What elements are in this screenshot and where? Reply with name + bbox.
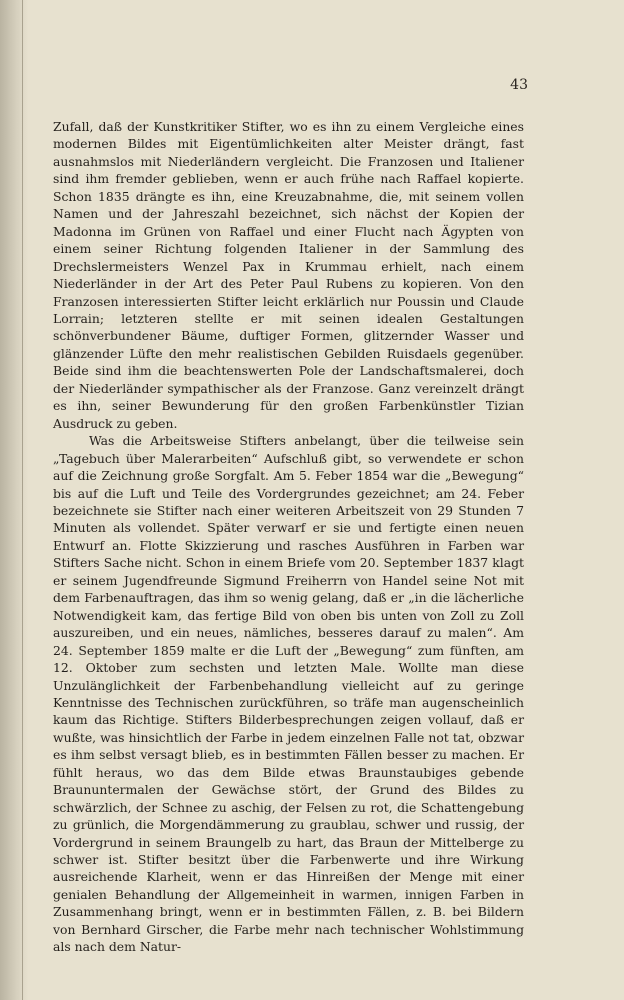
paragraph-1: Zufall, daß der Kunstkritiker Stifter, wo es ihn zu einem Vergleiche eines modernen Bildes mit Eigentümlichkeiten alter Meister drängt, fast ausnahmslos mit Niederländern vergleicht. Die Franzosen und Italiener sind ihm fremder geblieben, wenn er auch frühe nach Raffael kopierte. Schon 1835 drängte es ihn, eine Kreuzabnahme, die, mit seinem vollen Namen und der Jahreszahl bezeichnet, sich nächst der Kopien der Madonna im Grünen von Raffael und einer Flucht nach Ägypten von einem seiner Richtung folgenden Italiener in der Sammlung des Drechslermeisters Wenzel Pax in Krummau erhielt, nach einem Niederländer in der Art des Peter Paul Rubens zu kopieren. Von den Franzosen interessierten Stifter leicht erklärlich nur Poussin und Claude Lorrain; letzteren stellte er mit seinen idealen Gestaltungen schönverbundener Bäume, duftiger Formen, glitzernder Wasser und glänzender Lüfte den mehr realistischen Gebilden Ruisdaels gegenüber. Beide sind ihm die beachtenswerten Pole der Landschaftsmalerei, doch der Niederländer sympathischer als der Franzose. Ganz vereinzelt drängt es ihn, seiner Bewunderung für den großen Farbenkünstler Tizian Ausdruck zu geben. [53, 119, 524, 431]
page-number: 43 [510, 77, 528, 93]
body-text [53, 118, 524, 956]
page-gutter [0, 0, 28, 1000]
paragraph-2: Was die Arbeitsweise Stifters anbelangt, über die teilweise sein „Tagebuch über Malerarbeiten“ Aufschluß gibt, so verwendete er schon auf die Zeichnung große Sorgfalt. Am 5. Feber 1854 war die „Bewegung“ bis auf die Luft und Teile des Vordergrundes gezeichnet; am 24. Feber bezeichnete sie Stifter nach einer weiteren Arbeitszeit von 29 Stunden 7 Minuten als vollendet. Später verwarf er sie und fertigte einen neuen Entwurf an. Flotte Skizzierung und rasches Ausführen in Farben war Stifters Sache nicht. Schon in einem Briefe vom 20. September 1837 klagt er seinem Jugendfreunde Sigmund Freiherrn von Handel seine Not mit dem Farbenauftragen, das ihm so wenig gelang, daß er „in die lächerliche Notwendigkeit kam, das fertige Bild von oben bis unten von Zoll zu Zoll auszureiben, und ein neues, nämliches, besseres darauf zu malen“. Am 24. September 1859 malte er die Luft der „Bewegung“ zum fünften, am 12. Oktober zum sechsten und letzten Male. Wollte man diese Unzulänglichkeit der Farbenbehandlung vielleicht auf zu geringe Kenntnisse des Technischen zurückführen, so träfe man augenscheinlich kaum das Richtige. Stifters Bilderbesprechungen zeigen vollauf, daß er wußte, was hinsichtlich der Farbe in jedem einzelnen Falle not tat, obzwar es ihm selbst versagt blieb, es in bestimmten Fällen besser zu machen. Er fühlt heraus, wo das dem Bilde etwas Braunstaubiges gebende Braununtermalen der Gewächse stört, der Grund des Bildes zu schwärzlich, der Schnee zu aschig, der Felsen zu rot, die Schattengebung zu grünlich, die Morgendämmerung zu graublau, schwer und russig, der Vordergrund in seinem Braungelb zu hart, das Braun der Mittelberge zu schwer ist. Stifter besitzt über die Farbenwerte und ihre Wirkung ausreichende Klarheit, wenn er das Hinreißen der Menge mit einer genialen Behandlung der Allgemeinheit in warmen, innigen Farben in Zusammenhang bringt, wenn er in bestimmten Fällen, z. B. bei Bildern von Bernhard Girscher, die Farbe mehr nach technischer Wohlstimmung als nach dem Natur- [53, 433, 524, 955]
spine-line [22, 0, 23, 1000]
